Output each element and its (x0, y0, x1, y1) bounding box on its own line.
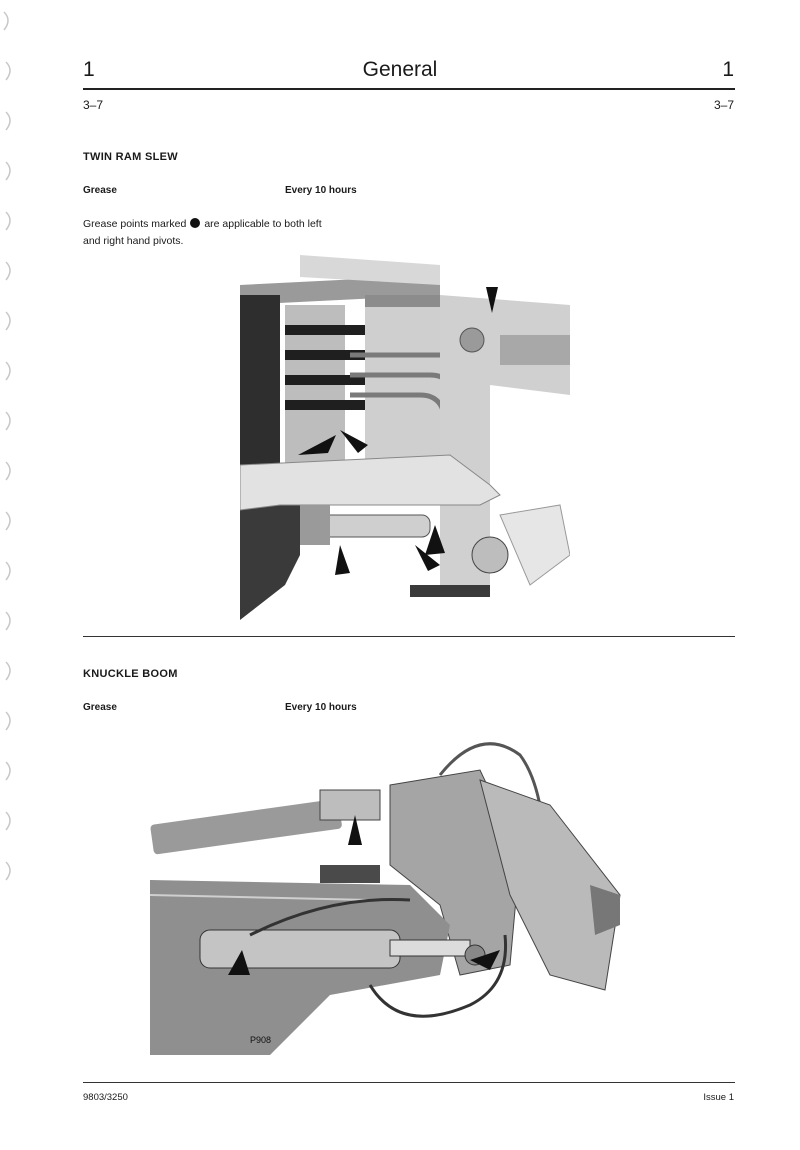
page-title: General (362, 58, 438, 81)
section-divider (83, 636, 735, 637)
section-title-twin-ram-slew: TWIN RAM SLEW (83, 151, 178, 163)
grease-label-1: Grease (83, 185, 117, 196)
note-text-start: Grease points marked (83, 218, 187, 230)
section-number-right: 1 (722, 58, 734, 81)
page-ref-right: 3–7 (713, 98, 734, 112)
grease-label-2: Grease (83, 702, 117, 713)
issue-label: Issue 1 (703, 1092, 734, 1103)
grease-note (83, 216, 413, 250)
photo-reference-label: P908 (250, 1035, 272, 1045)
footer-rule (83, 1082, 735, 1083)
knuckle-boom-photo (150, 735, 625, 1055)
note-text-line2: and right hand pivots. (83, 235, 184, 247)
binder-hole-marks (0, 0, 30, 1150)
document-number: 9803/3250 (83, 1092, 128, 1103)
note-text-end: are applicable to both left (204, 218, 322, 230)
page-ref-left: 3–7 (83, 98, 104, 112)
section-number-left: 1 (83, 58, 95, 81)
header-rule (83, 88, 735, 90)
section-title-knuckle-boom: KNUCKLE BOOM (83, 668, 178, 680)
grease-point-dot-icon (190, 218, 200, 228)
grease-interval-2: Every 10 hours (285, 702, 357, 713)
grease-interval-1: Every 10 hours (285, 185, 357, 196)
twin-ram-slew-photo (240, 255, 570, 620)
